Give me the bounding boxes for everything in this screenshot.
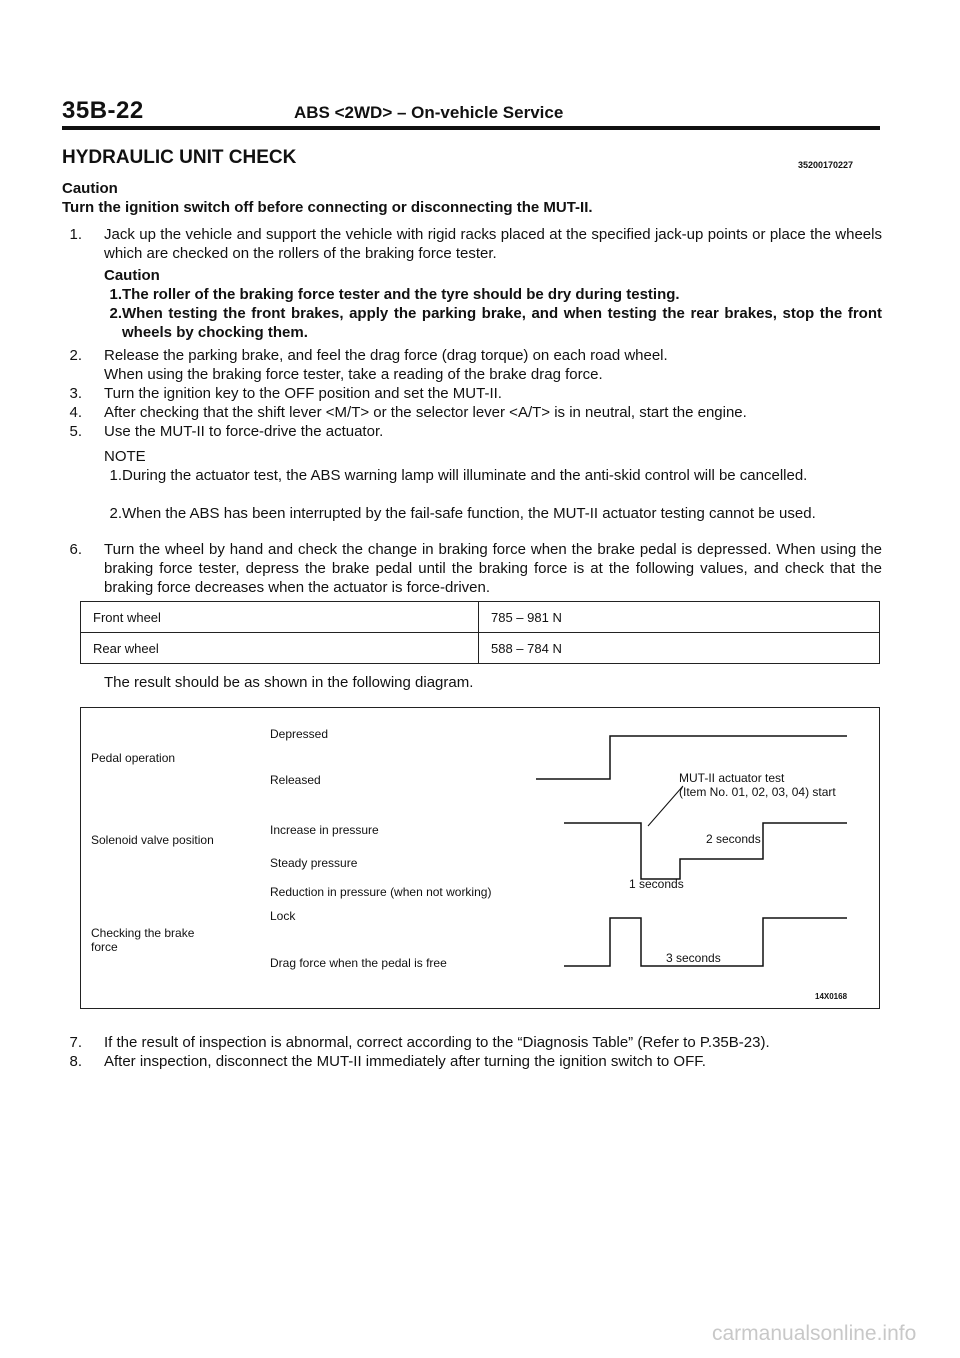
timing-waveforms [81,708,879,1008]
watermark[interactable]: carmanualsonline.info [712,1322,917,1345]
caution-item-number: 2. [109,305,122,322]
braking-force-table [80,601,880,664]
step-text: Jack up the vehicle and support the vehicle with rigid racks placed at the specified jack-up points or place the wheels which are checked on the rollers of the braking force tester. [104,226,882,262]
result-text: The result should be as shown in the following diagram. [104,674,474,691]
label-released: Released [270,773,321,787]
label-drag-force: Drag force when the pedal is free [270,956,447,970]
step-text: If the result of inspection is abnormal, correct according to the “Diagnosis Table” (Refer to P.35B-23). [104,1034,770,1051]
caution-item-number: 1. [109,286,122,303]
label-solenoid-valve: Solenoid valve position [91,833,214,847]
caution-item-text: When testing the front brakes, apply the parking brake, and when testing the rear brakes, stop the front wheels by chocking them. [122,305,882,341]
step-number: 8. [69,1053,82,1070]
note-item-number: 2. [109,505,122,522]
label-depressed: Depressed [270,727,329,741]
table-row [81,633,880,664]
step-text: Turn the wheel by hand and check the change in braking force when the brake pedal is depressed. When using the braking force tester, depress the brake pedal until the braking force is at the following values, and check that the braking force decreases when the actuator is force-driven. [104,541,882,596]
annotation-line-1: MUT-II actuator test [679,771,785,785]
page-header-title: ABS <2WD> – On-vehicle Service [294,103,564,122]
step-text: When using the braking force tester, take a reading of the brake drag force. [104,366,603,383]
step-6 [62,540,882,600]
step-number: 2. [69,347,82,364]
step-1 [62,225,882,265]
label-lock: Lock [270,909,296,923]
section-title: HYDRAULIC UNIT CHECK [62,147,297,168]
step-number: 5. [69,423,82,440]
label-3-seconds: 3 seconds [666,951,721,965]
caution-text-top: Turn the ignition switch off before connecting or disconnecting the MUT-II. [62,199,593,216]
step-number: 3. [69,385,82,402]
note-item-1 [62,466,882,506]
step-text: Turn the ignition key to the OFF position and set the MUT-II. [104,385,502,402]
step-text: After inspection, disconnect the MUT-II immediately after turning the ignition switch to OFF. [104,1053,706,1070]
table-cell-label: Rear wheel [81,633,479,664]
caution-item-2 [62,304,882,344]
label-1-seconds: 1 seconds [629,877,684,891]
step-text: After checking that the shift lever <M/T> or the selector lever <A/T> is in neutral, start the engine. [104,404,747,421]
table-row [81,602,880,633]
label-checking-brake-force: Checking the brake force [91,926,195,954]
label-steady-pressure: Steady pressure [270,856,358,870]
note-label: NOTE [104,448,146,465]
timing-diagram [80,707,880,1009]
step-number: 7. [69,1034,82,1051]
step-number: 1. [69,226,82,243]
table-cell-value: 785 – 981 N [479,602,880,633]
note-item-text: When the ABS has been interrupted by the fail-safe function, the MUT-II actuator testing cannot be used. [122,505,816,522]
annotation-leader [648,786,683,826]
note-item-number: 1. [109,467,122,484]
caution-label-top: Caution [62,180,118,197]
step-number: 6. [69,541,82,558]
table-cell-label: Front wheel [81,602,479,633]
annotation-line-2: (Item No. 01, 02, 03, 04) start [679,785,836,799]
section-code: 35200170227 [798,160,854,170]
step-text: Release the parking brake, and feel the drag force (drag torque) on each road wheel. [104,347,668,364]
label-increase-pressure: Increase in pressure [270,823,379,837]
caution-item-text: The roller of the braking force tester and the tyre should be dry during testing. [122,286,680,303]
table-cell-value: 588 – 784 N [479,633,880,664]
note-item-text: During the actuator test, the ABS warning lamp will illuminate and the anti-skid control will be cancelled. [122,467,808,484]
caution-label-mid: Caution [104,267,160,284]
label-pedal-operation: Pedal operation [91,751,176,765]
figure-code: 14X0168 [815,992,848,1001]
step-text: Use the MUT-II to force-drive the actuator. [104,423,384,440]
note-item-2 [62,504,882,544]
step-number: 4. [69,404,82,421]
label-2-seconds: 2 seconds [706,832,761,846]
header-rule [62,126,880,130]
label-reduction-pressure: Reduction in pressure (when not working) [270,885,492,899]
page-number: 35B-22 [62,97,144,124]
